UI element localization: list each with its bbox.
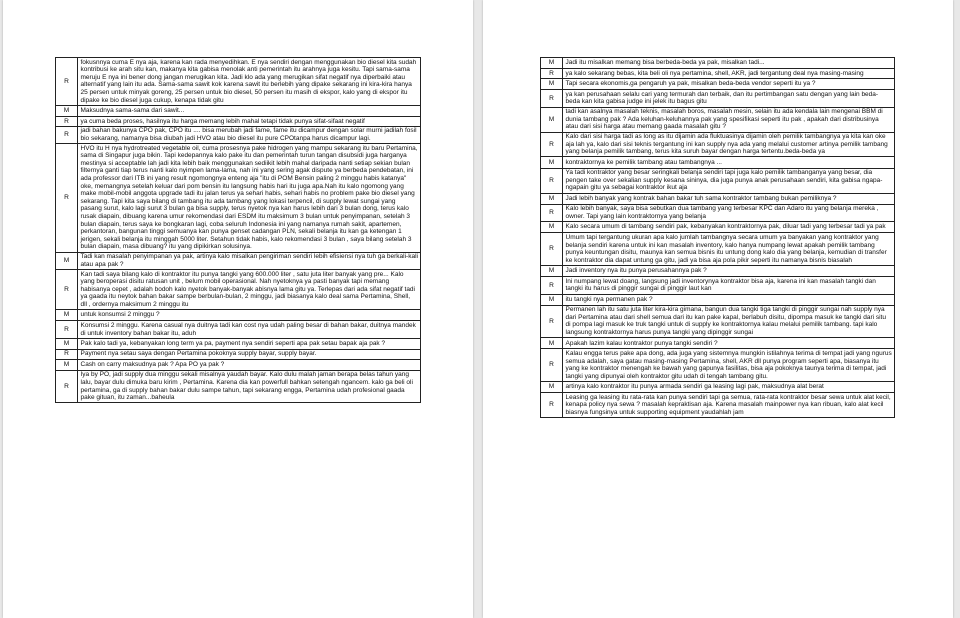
transcript-row: [541, 204, 895, 221]
transcript-row: [541, 277, 895, 294]
transcript-row: [541, 222, 895, 233]
utterance-cell: tadi kan asalnya masalah teknis, masalah boros, masalah mesin, selain itu ada kendala lain mengenai BBM di dunia tambang pak ? Ada keluhan-keluhannya pak yang spesifikasi seperti itu pak , apakah dari distribusinya atau dari sisi harga atau memang gaada masalah gitu ?: [563, 107, 895, 132]
transcript-body-left: [56, 58, 421, 403]
utterance-cell: untuk konsumsi 2 minggu ?: [78, 310, 421, 321]
transcript-row: [56, 338, 421, 349]
speaker-cell: R: [541, 349, 563, 382]
transcript-row: [541, 168, 895, 193]
utterance-cell: ya cuma beda proses, hasilnya itu harga memang lebih mahal tetapi tidak punya sifat-sifaat negatif: [78, 116, 421, 126]
speaker-cell: R: [541, 90, 563, 107]
utterance-cell: Maksudnya sama-sama dari sawit...: [78, 105, 421, 116]
transcript-table-right: [540, 57, 895, 418]
utterance-cell: Permanen lah itu satu juta liter kira-kira gimana, bangun dua tangki tiga tangki di pinggir sungai nah supply nya dari Pertamina atau dari shell semua dari itu kan pake kapal, berlabuh disitu, dipompa masuk ke tangki dari situ di pompa lagi masuk ke truk tangki untuk di supply ke kontraktornya kalau melalui pemilik tambang. tapi kalo langsung kontraktornya harus punya tangki yang dipinggir sungai: [563, 305, 895, 338]
utterance-cell: ya kan perusahaan selalu cari yang termurah dan terbaik, dan itu pertimbangan satu dengan yang lain beda-beda kan kita gabisa judge ini jelek itu bagus gitu: [563, 90, 895, 107]
speaker-cell: R: [541, 132, 563, 157]
utterance-cell: Payment nya setau saya dengan Pertamina pokoknya supply bayar, supply bayar.: [78, 349, 421, 359]
transcript-body-right: [541, 58, 895, 418]
speaker-cell: R: [56, 144, 78, 253]
transcript-row: [541, 294, 895, 305]
utterance-cell: Umum tapi tergantung ukuran apa kalo jumlah tambangnya secara umum ya banyakan yang kontraktor yang belanja sendiri karena untuk ini kan masalah inventory, kalo hanya numpang lewat apakah pemilik tambang punya keuntungan disitu, maunya kan semua bisnis itu untung dong kalo dia yang belanja, kemudian di transfer ke kontraktor dia dapat untung ga gitu, jadi ya bisa aja pola pikir seperti itu namanya bisnis biasalah: [563, 233, 895, 266]
utterance-cell: Ya tadi kontraktor yang besar seringkali belanja sendiri tapi juga kalo pemilik tambanganya yang besar, dia pengen take over sekalian supply kesana sininya, dia juga punya anak perusahaan sendiri, kita gabisa ngapa-ngapain gitu ya sebagai kontraktor ikut aja: [563, 168, 895, 193]
utterance-cell: Iya by PO, jadi supply dua minggu sekali misalnya yaudah bayar. Kalo dulu malah jaman berapa belas tahun yang lalu, bayar dulu dimuka baru kirim , Pertamina. Karena dia kan powerfull bahkan setengah ngancem. kalo ga beli oli pertamina, ga di supply bahan bakar dulu sampe tahun, tapi sekarang engga, Pertamina udah profesional gaada pake gituan, itu zaman...baheula: [78, 370, 421, 403]
utterance-cell: Kan tadi saya bilang kalo di kontraktor itu punya tangki yang 600.000 liter , satu juta liter banyak yang pre... Kalo yang beroperasi disitu ratusan unit , belum mobil operasional. Nah nyetoknya ya pasti banyak tapi memang habisanya cepet , adalah bodoh kalo nyetok banyak-banyak abisnya lama gitu ya. Terlepas dari ada sifat negatif tadi ya gaada itu neytok bahan bakar sampe berbulan-bulan, 2 minggu, jadi biasanya kalo deal sama Pertamina, Shell, dll , ordernya maksimum 2 minggu itu: [78, 269, 421, 309]
transcript-row: [541, 157, 895, 168]
utterance-cell: fokusnnya cuma E nya aja, karena kan rada menyedihkan. E nya sendiri dengan menggunakan bio diesel kita sudah kontribusi ke arah situ kan, makanya kita gabisa menolak anti pemerintah itu arahnya juga kesitu. Tapi sama-sama meruju E nya ini bener dong jangan merugikan kita. Jadi klo ada yang merugikan sifat negatif nya diperbaiki atau alternatif yang lain itu ada. Sama-sama sawit kok karena sawit itu berlebih yang dipake sekarang ini kira-kira hanya 25 persen untuk minyak goreng, 25 persen untuk bio diesel, 50 persen itu masih di ekspor, kalo yang di ekspor itu dipake ke bio diesel juga cukup, kenapa tidak gitu: [78, 58, 421, 106]
transcript-row: [541, 90, 895, 107]
utterance-cell: Konsumsi 2 minggu. Karena casual nya duitnya tadi kan cost nya udah paling besar di bahan bakar, duitnya mandek di untuk inventory bahan bakar itu, aduh: [78, 321, 421, 338]
transcript-row: [541, 193, 895, 204]
transcript-row: [541, 338, 895, 349]
speaker-cell: R: [56, 269, 78, 309]
speaker-cell: R: [56, 321, 78, 338]
transcript-row: [56, 144, 421, 253]
transcript-row: [56, 105, 421, 116]
speaker-cell: R: [541, 305, 563, 338]
speaker-cell: R: [541, 69, 563, 79]
utterance-cell: Tapi secara ekonomis,ga pengaruh ya pak, misalkan beda-beda vendor seperti itu ya ?: [563, 78, 895, 89]
speaker-cell: M: [56, 359, 78, 370]
speaker-cell: M: [56, 338, 78, 349]
transcript-row: [541, 58, 895, 69]
utterance-cell: Jadi itu misalkan memang bisa berbeda-beda ya pak, misalkan tadi...: [563, 58, 895, 69]
speaker-cell: R: [56, 349, 78, 359]
speaker-cell: M: [541, 193, 563, 204]
utterance-cell: kontraktornya ke pemilik tambang atau tambangnya ...: [563, 157, 895, 168]
transcript-row: [56, 370, 421, 403]
utterance-cell: itu tangki nya permanen pak ?: [563, 294, 895, 305]
speaker-cell: R: [541, 393, 563, 418]
transcript-row: [541, 393, 895, 418]
transcript-row: [56, 310, 421, 321]
transcript-row: [541, 132, 895, 157]
transcript-row: [541, 107, 895, 132]
utterance-cell: Tadi kan masalah penyimpanan ya pak, artinya kalo misalkan pengiriman sendiri lebih efisiensi nya tuh ga berkali-kali atau apa pak ?: [78, 252, 421, 269]
utterance-cell: Jadi inventory nya itu punya perusahannya pak ?: [563, 265, 895, 276]
transcript-row: [56, 349, 421, 359]
utterance-cell: Kalo dari sisi harga tadi as long as itu dijamin ada fluktuasinya dijamin oleh pemilik tambangnya ya kita kan oke aja lah ya, kalo dari sisi teknis tergantung ini kan supply nya ada yang melalui customer artinya pemilik tambang yang belanja pemilik tambang, terus kita suruh bayar dengan harga tertentu.beda-beda ya: [563, 132, 895, 157]
transcript-row: [541, 349, 895, 382]
utterance-cell: artinya kalo kontraktor itu punya armada sendiri ga leasing lagi pak, maksudnya alat berat: [563, 382, 895, 393]
utterance-cell: Kalo lebih banyak, saya bisa sebutkan dua tambang yang terbesar KPC dan Adaro itu yang belanja mereka , owner. Tapi yang lain kontraktornya yang belanja: [563, 204, 895, 221]
speaker-cell: M: [56, 310, 78, 321]
utterance-cell: HVO itu H nya hydrotreated vegetable oil, cuma prosesnya pake hidrogen yang mampu sekarang itu baru Pertamina, sama di Singapur juga bikin. Tapi kedepannya kalo pake itu dan pemerintah turun tangan disubsidi juga harganya mestinya si acceptable lah jadi kita lebih baik menggunakan sediikit lebih mahal daripada nanti setiap sekian bulan filternya ganti tiap terus nanti kalo nyimpen lama-lama, nah ini yang sering agak dispute ya berbeda pendebatan, ini ada professor dari ITB ini yang result ngomongnya enteng aja "itu di POM Bensin paling 2 minggu habis katanya" oke, memangnya setelah keluar dari pom bensin itu langsung habis hari itu juga apa.Nah itu kalo ngomong yang make mobil-mobil anggota upgrade tadi itu jalan terus ya sehari habis, sehari habis no problem pake bio diesel yang sekarang. Tapi kita saya bilang di tambang itu ada tambang yang lokasi terpencil, di supply lewat sungai yang pasang surut, kalo lagi surut 3 bulan ga bisa supply, terus nyetok nya kan harus lebih dari 3 bulan dong, terus kalo rusak diapain, dibuang karena umur rekomendasi dari ESDM itu maksimum 3 bulan untuk penyimpanan, setelah 3 bulan diapain, terus saya ke bongkaran lagi, coba seluruh Indonesia ini yang namanya rumah sakit, apartemen, perkantoran, bangunan tinggi semuanya kan punya genset cadangan PLN, sekali belanja itu kan ga ketengan 1 jerigen, sekali belanja itu minggah 5000 liter. Setahun tidak habis, kalo rekomendasi 3 bulan , saya bilang setelah 3 bulan diapain, masa dibuang? itu yang dipikirkan solusinya.: [78, 144, 421, 253]
transcript-row: [541, 265, 895, 276]
transcript-row: [541, 305, 895, 338]
utterance-cell: Jadi lebih banyak yang kontrak bahan bakar tuh sama kontraktor tambang bukan pemiliknya ?: [563, 193, 895, 204]
speaker-cell: M: [541, 265, 563, 276]
transcript-row: [56, 58, 421, 106]
transcript-row: [56, 126, 421, 143]
speaker-cell: M: [56, 105, 78, 116]
utterance-cell: Leasing ga leasing itu rata-rata kan punya sendiri tapi ga semua, rata-rata kontraktor besar sewa untuk alat kecil, kenapa policy nya sewa ? masalah kepraktisan aja. Karena masalah mainpower nya kan ribuan, kalo alat kecil biasnya fungsinya untuk supporting equipment yaudahlah jam: [563, 393, 895, 418]
utterance-cell: Apakah lazim kalau kontraktor punya tangki sendiri ?: [563, 338, 895, 349]
utterance-cell: jadi bahan bakunya CPO pak, CPO itu .... bisa merubah jadi fame, fame itu dicampur dengan solar murni jadilah fosil bio sekarang, namanya bisa diubah jadi HVO atau bio diesel itu pure CPOtanpa harus dicampur lagi.: [78, 126, 421, 143]
transcript-row: [56, 321, 421, 338]
speaker-cell: M: [541, 157, 563, 168]
speaker-cell: R: [56, 116, 78, 126]
utterance-cell: Pak kalo tadi ya, kebanyakan long term ya pa, payment nya sendiri seperti apa pak setau bapak aja pak ?: [78, 338, 421, 349]
speaker-cell: R: [56, 58, 78, 106]
transcript-row: [56, 252, 421, 269]
transcript-row: [541, 69, 895, 79]
transcript-row: [56, 269, 421, 309]
speaker-cell: R: [541, 168, 563, 193]
transcript-row: [56, 116, 421, 126]
speaker-cell: M: [541, 107, 563, 132]
speaker-cell: M: [541, 222, 563, 233]
speaker-cell: R: [541, 204, 563, 221]
speaker-cell: M: [541, 78, 563, 89]
speaker-cell: R: [541, 233, 563, 266]
document-page-left: [3, 0, 473, 618]
transcript-row: [541, 233, 895, 266]
transcript-row: [56, 359, 421, 370]
speaker-cell: R: [56, 370, 78, 403]
transcript-row: [541, 382, 895, 393]
document-page-right: [483, 0, 953, 618]
utterance-cell: ya kalo sekarang bebas, kita beli oli nya pertamina, shell, AKR, jadi tergantung deal nya masing-masing: [563, 69, 895, 79]
speaker-cell: M: [541, 382, 563, 393]
transcript-row: [541, 78, 895, 89]
speaker-cell: M: [541, 58, 563, 69]
utterance-cell: Cash on carry maksudnya pak ? Apa PO ya pak ?: [78, 359, 421, 370]
speaker-cell: R: [541, 277, 563, 294]
speaker-cell: M: [56, 252, 78, 269]
utterance-cell: Kalo secara umum di tambang sendiri pak, kebanyakan kontraktornya pak, diluar tadi yang terbesar tadi ya pak: [563, 222, 895, 233]
speaker-cell: M: [541, 294, 563, 305]
utterance-cell: Ini numpang lewat doang, langsung jadi inventorynya kontraktor bisa aja, karena ini kan masalah tangki dan tangki itu harus di pinggir sungai di pinggir laut kan: [563, 277, 895, 294]
speaker-cell: R: [56, 126, 78, 143]
transcript-table-left: [55, 57, 421, 403]
speaker-cell: M: [541, 338, 563, 349]
utterance-cell: Kalau engga terus pake apa dong, ada juga yang sistemnya mungkin istilahnya terima di tempat jadi yang ngurus semua adalah, saya gatau masing-masing Pertamina, shell, AKR dll punya program seperti apa, biasanya itu yang ke kontraktor menengah ke bawah yang gapunya fasilitas, bisa aja pokoknya taunya terima di tempat, jadi tangki yang dipunyai oleh kontraktor gitu udah di tengah tambang gitu.: [563, 349, 895, 382]
